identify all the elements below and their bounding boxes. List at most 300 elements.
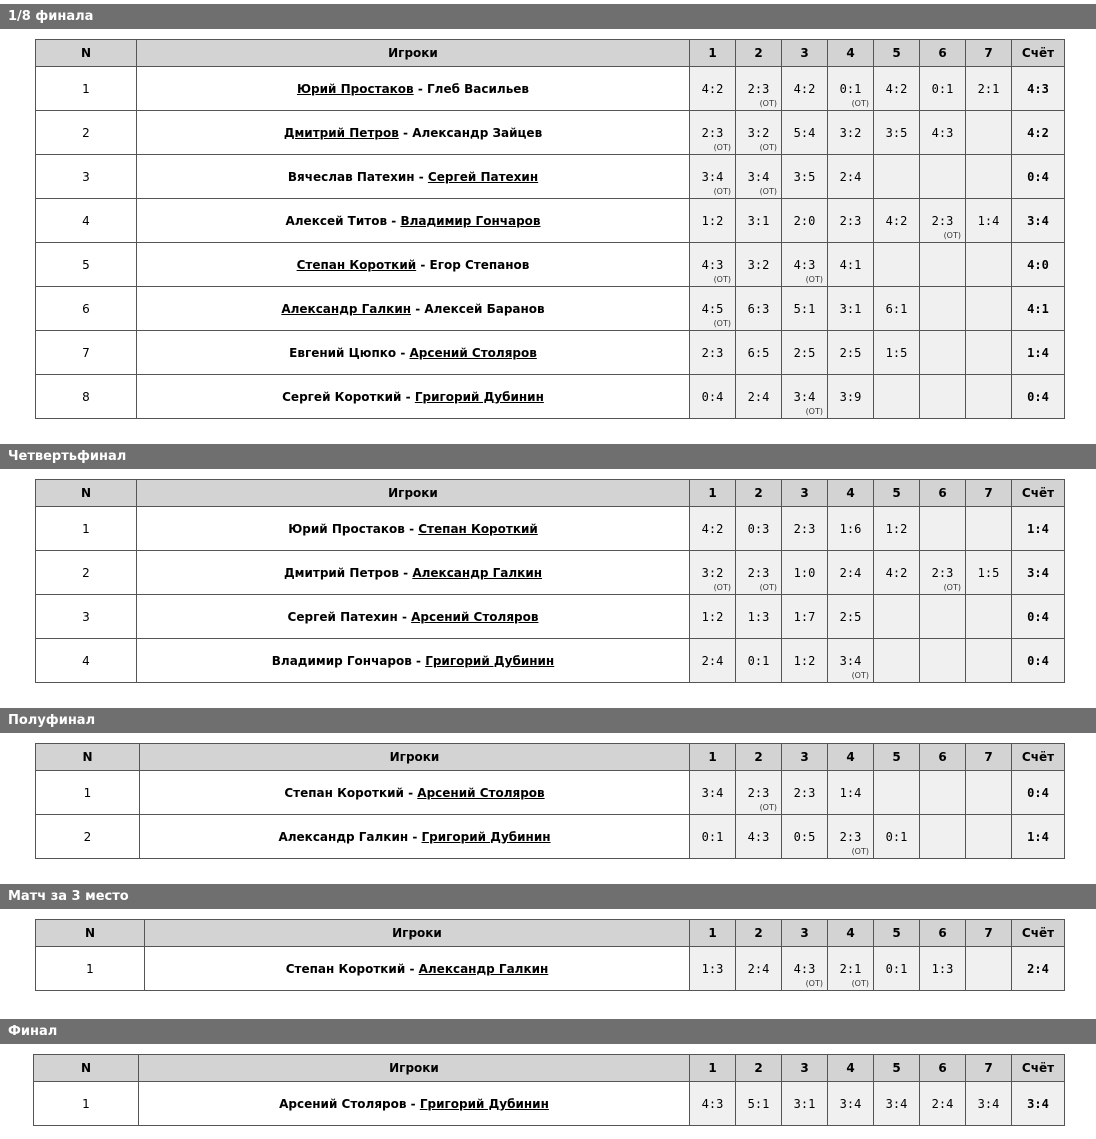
player-2-name: Александр Зайцев xyxy=(412,125,543,140)
game-score: 3:4 xyxy=(839,653,862,668)
game-score-cell xyxy=(966,111,1012,155)
game-score-cell xyxy=(736,199,782,243)
match-number: 4 xyxy=(36,199,137,243)
game-score: 3:2 xyxy=(701,565,724,580)
col-header-game-2: 2 xyxy=(736,40,782,67)
col-header-game-5: 5 xyxy=(874,920,920,947)
game-score-cell xyxy=(920,947,966,991)
col-header-game-5: 5 xyxy=(874,744,920,771)
col-header-game-7: 7 xyxy=(966,920,1012,947)
game-score: 1:3 xyxy=(931,961,954,976)
results-table xyxy=(35,39,1065,419)
game-score-cell xyxy=(874,551,920,595)
game-score-cell xyxy=(920,375,966,419)
game-score-cell xyxy=(782,155,828,199)
game-score: 5:1 xyxy=(793,301,816,316)
game-score: 0:1 xyxy=(931,81,954,96)
player-1-name: Степан Короткий xyxy=(284,785,404,800)
player-1-name: Алексей Титов xyxy=(285,213,388,228)
overtime-mark: (ОТ) xyxy=(759,583,777,592)
game-score: 1:0 xyxy=(793,565,816,580)
player-2-name[interactable]: Сергей Патехин xyxy=(427,169,539,184)
game-score: 2:5 xyxy=(839,345,862,360)
game-score-cell xyxy=(874,243,920,287)
player-1-name[interactable]: Юрий Простаков xyxy=(296,81,414,96)
player-2-name[interactable]: Григорий Дубинин xyxy=(425,653,555,668)
game-score-cell xyxy=(874,771,920,815)
game-score-cell xyxy=(966,1082,1012,1126)
table-row xyxy=(36,815,1065,859)
game-score: 4:2 xyxy=(701,521,724,536)
game-score-cell xyxy=(828,287,874,331)
match-players xyxy=(137,155,690,199)
game-score: 3:4 xyxy=(839,1096,862,1111)
game-score-cell xyxy=(828,507,874,551)
match-players xyxy=(137,287,690,331)
player-1-name[interactable]: Александр Галкин xyxy=(281,301,412,316)
col-header-score: Счёт xyxy=(1012,40,1065,67)
players-separator: - xyxy=(418,169,424,184)
match-number: 4 xyxy=(36,639,137,683)
game-score-cell xyxy=(690,287,736,331)
match-players xyxy=(137,243,690,287)
player-2-name[interactable]: Александр Галкин xyxy=(418,961,549,976)
overtime-mark: (ОТ) xyxy=(759,99,777,108)
col-header-game-6: 6 xyxy=(920,920,966,947)
game-score-cell xyxy=(782,243,828,287)
game-score-cell xyxy=(828,1082,874,1126)
game-score-cell xyxy=(828,639,874,683)
game-score-cell xyxy=(920,287,966,331)
game-score-cell xyxy=(874,331,920,375)
col-header-players: Игроки xyxy=(137,40,690,67)
game-score-cell xyxy=(736,507,782,551)
game-score-cell xyxy=(920,815,966,859)
game-score: 4:3 xyxy=(793,257,816,272)
game-score-cell xyxy=(782,551,828,595)
game-score-cell xyxy=(828,595,874,639)
col-header-game-7: 7 xyxy=(966,40,1012,67)
game-score-cell xyxy=(966,947,1012,991)
col-header-n: N xyxy=(36,744,140,771)
game-score-cell xyxy=(874,639,920,683)
overtime-mark: (ОТ) xyxy=(851,847,869,856)
game-score: 1:2 xyxy=(701,609,724,624)
game-score-cell xyxy=(736,155,782,199)
game-score-cell xyxy=(966,375,1012,419)
game-score: 2:1 xyxy=(977,81,1000,96)
col-header-game-7: 7 xyxy=(966,480,1012,507)
match-players xyxy=(137,67,690,111)
game-score: 2:4 xyxy=(747,389,770,404)
player-1-name: Сергей Короткий xyxy=(282,389,402,404)
header-row xyxy=(34,1055,1065,1082)
game-score-cell xyxy=(920,111,966,155)
overtime-mark: (ОТ) xyxy=(943,231,961,240)
game-score: 2:4 xyxy=(839,169,862,184)
section-header: Полуфинал xyxy=(0,708,1096,733)
game-score-cell xyxy=(966,67,1012,111)
game-score-cell xyxy=(966,595,1012,639)
game-score: 2:3 xyxy=(931,213,954,228)
col-header-game-3: 3 xyxy=(782,1055,828,1082)
col-header-n: N xyxy=(34,1055,139,1082)
game-score-cell xyxy=(782,375,828,419)
player-2-name: Глеб Васильев xyxy=(427,81,530,96)
game-score-cell xyxy=(782,639,828,683)
game-score-cell xyxy=(690,67,736,111)
match-players xyxy=(139,1082,690,1126)
match-players xyxy=(137,507,690,551)
col-header-game-1: 1 xyxy=(690,1055,736,1082)
game-score-cell xyxy=(874,1082,920,1126)
game-score: 4:2 xyxy=(885,565,908,580)
game-score: 3:5 xyxy=(885,125,908,140)
table-row xyxy=(36,771,1065,815)
game-score-cell xyxy=(828,551,874,595)
game-score: 1:3 xyxy=(747,609,770,624)
col-header-players: Игроки xyxy=(137,480,690,507)
game-score-cell xyxy=(690,507,736,551)
game-score-cell xyxy=(690,155,736,199)
match-players xyxy=(137,111,690,155)
match-total-score: 0:4 xyxy=(1012,155,1065,199)
match-players xyxy=(137,331,690,375)
player-2-name[interactable]: Григорий Дубинин xyxy=(414,389,544,404)
game-score: 3:4 xyxy=(701,169,724,184)
match-number: 2 xyxy=(36,551,137,595)
match-number: 5 xyxy=(36,243,137,287)
game-score: 2:3 xyxy=(931,565,954,580)
game-score-cell xyxy=(874,375,920,419)
player-2-name: Алексей Баранов xyxy=(424,301,545,316)
col-header-score: Счёт xyxy=(1012,744,1065,771)
player-1-name: Евгений Цюпко xyxy=(289,345,397,360)
col-header-game-6: 6 xyxy=(920,1055,966,1082)
game-score-cell xyxy=(690,1082,736,1126)
game-score-cell xyxy=(920,155,966,199)
game-score-cell xyxy=(920,1082,966,1126)
game-score-cell xyxy=(690,595,736,639)
game-score: 2:0 xyxy=(793,213,816,228)
game-score: 3:4 xyxy=(747,169,770,184)
header-row xyxy=(36,40,1065,67)
game-score: 1:5 xyxy=(977,565,1000,580)
game-score: 4:3 xyxy=(931,125,954,140)
game-score: 5:1 xyxy=(747,1096,770,1111)
player-2-name[interactable]: Владимир Гончаров xyxy=(400,213,541,228)
game-score: 3:1 xyxy=(793,1096,816,1111)
game-score: 3:2 xyxy=(747,125,770,140)
match-total-score: 0:4 xyxy=(1012,595,1065,639)
player-1-name: Вячеслав Патехин xyxy=(287,169,415,184)
game-score: 4:2 xyxy=(885,213,908,228)
game-score: 1:5 xyxy=(885,345,908,360)
game-score-cell xyxy=(782,111,828,155)
game-score-cell xyxy=(690,375,736,419)
game-score-cell xyxy=(690,331,736,375)
game-score-cell xyxy=(782,947,828,991)
player-1-name: Дмитрий Петров xyxy=(283,565,399,580)
players-separator: - xyxy=(416,653,421,668)
game-score: 0:1 xyxy=(839,81,862,96)
game-score-cell xyxy=(966,287,1012,331)
game-score: 2:3 xyxy=(701,345,724,360)
col-header-game-4: 4 xyxy=(828,480,874,507)
game-score: 4:2 xyxy=(885,81,908,96)
game-score: 3:4 xyxy=(885,1096,908,1111)
game-score: 3:4 xyxy=(701,785,724,800)
overtime-mark: (ОТ) xyxy=(851,671,869,680)
game-score-cell xyxy=(828,331,874,375)
game-score-cell xyxy=(736,287,782,331)
game-score: 1:4 xyxy=(977,213,1000,228)
match-total-score: 4:0 xyxy=(1012,243,1065,287)
game-score-cell xyxy=(874,947,920,991)
game-score: 1:2 xyxy=(701,213,724,228)
col-header-game-2: 2 xyxy=(736,920,782,947)
match-total-score: 3:4 xyxy=(1012,199,1065,243)
game-score-cell xyxy=(966,243,1012,287)
col-header-game-3: 3 xyxy=(782,744,828,771)
game-score-cell xyxy=(874,507,920,551)
player-2-name[interactable]: Степан Короткий xyxy=(418,521,538,536)
game-score: 6:5 xyxy=(747,345,770,360)
table-row xyxy=(36,551,1065,595)
player-2-name[interactable]: Григорий Дубинин xyxy=(419,1096,549,1111)
col-header-game-1: 1 xyxy=(690,920,736,947)
game-score-cell xyxy=(828,155,874,199)
match-players xyxy=(140,815,690,859)
match-total-score: 1:4 xyxy=(1012,331,1065,375)
game-score: 2:4 xyxy=(931,1096,954,1111)
player-1-name: Сергей Патехин xyxy=(287,609,398,624)
player-1-name: Владимир Гончаров xyxy=(271,653,412,668)
game-score-cell xyxy=(920,243,966,287)
table-row xyxy=(34,1082,1065,1126)
match-players xyxy=(137,375,690,419)
table-row xyxy=(36,67,1065,111)
player-2-name[interactable]: Александр Галкин xyxy=(412,565,543,580)
game-score: 4:2 xyxy=(793,81,816,96)
match-players xyxy=(137,199,690,243)
player-2-name[interactable]: Григорий Дубинин xyxy=(421,829,551,844)
game-score: 2:5 xyxy=(793,345,816,360)
game-score: 2:4 xyxy=(839,565,862,580)
game-score-cell xyxy=(828,947,874,991)
game-score: 2:3 xyxy=(701,125,724,140)
player-2-name[interactable]: Арсений Столяров xyxy=(417,785,545,800)
players-separator: - xyxy=(403,565,409,580)
results-table xyxy=(35,919,1065,991)
col-header-n: N xyxy=(36,480,137,507)
game-score-cell xyxy=(690,771,736,815)
game-score: 1:2 xyxy=(793,653,816,668)
game-score-cell xyxy=(782,67,828,111)
section-header: 1/8 финала xyxy=(0,4,1096,29)
col-header-game-4: 4 xyxy=(828,744,874,771)
col-header-game-5: 5 xyxy=(874,40,920,67)
players-separator: - xyxy=(405,389,411,404)
game-score-cell xyxy=(920,331,966,375)
game-score-cell xyxy=(966,771,1012,815)
overtime-mark: (ОТ) xyxy=(851,99,869,108)
table-row xyxy=(36,375,1065,419)
col-header-game-3: 3 xyxy=(782,480,828,507)
overtime-mark: (ОТ) xyxy=(713,319,731,328)
players-separator: - xyxy=(410,1096,416,1111)
game-score-cell xyxy=(690,639,736,683)
game-score: 5:4 xyxy=(793,125,816,140)
match-number: 3 xyxy=(36,155,137,199)
results-table xyxy=(33,1054,1065,1126)
game-score: 4:2 xyxy=(701,81,724,96)
col-header-game-1: 1 xyxy=(690,480,736,507)
game-score: 0:1 xyxy=(885,961,908,976)
game-score: 2:3 xyxy=(839,213,862,228)
game-score-cell xyxy=(828,771,874,815)
game-score-cell xyxy=(874,815,920,859)
game-score-cell xyxy=(966,639,1012,683)
match-number: 1 xyxy=(36,771,140,815)
player-2-name[interactable]: Арсений Столяров xyxy=(409,345,537,360)
overtime-mark: (ОТ) xyxy=(805,275,823,284)
player-1-name: Степан Короткий xyxy=(285,961,406,976)
col-header-game-2: 2 xyxy=(736,480,782,507)
game-score: 3:4 xyxy=(977,1096,1000,1111)
game-score-cell xyxy=(782,199,828,243)
header-row xyxy=(36,920,1065,947)
players-separator: - xyxy=(408,785,414,800)
col-header-game-2: 2 xyxy=(736,1055,782,1082)
game-score-cell xyxy=(736,111,782,155)
match-number: 6 xyxy=(36,287,137,331)
game-score-cell xyxy=(736,331,782,375)
table-row xyxy=(36,199,1065,243)
col-header-game-7: 7 xyxy=(966,1055,1012,1082)
game-score-cell xyxy=(874,155,920,199)
game-score-cell xyxy=(736,551,782,595)
player-1-name[interactable]: Дмитрий Петров xyxy=(283,125,399,140)
game-score-cell xyxy=(966,815,1012,859)
players-separator: - xyxy=(415,301,421,316)
game-score: 1:6 xyxy=(839,521,862,536)
game-score: 3:9 xyxy=(839,389,862,404)
players-separator: - xyxy=(409,961,415,976)
col-header-n: N xyxy=(36,920,145,947)
game-score-cell xyxy=(690,947,736,991)
game-score-cell xyxy=(736,1082,782,1126)
game-score-cell xyxy=(920,771,966,815)
player-1-name: Александр Галкин xyxy=(278,829,409,844)
players-separator: - xyxy=(412,829,418,844)
game-score: 3:2 xyxy=(839,125,862,140)
game-score-cell xyxy=(736,639,782,683)
game-score: 4:3 xyxy=(701,1096,724,1111)
game-score: 4:5 xyxy=(701,301,724,316)
players-separator: - xyxy=(401,609,407,624)
overtime-mark: (ОТ) xyxy=(759,803,777,812)
col-header-players: Игроки xyxy=(145,920,690,947)
player-2-name[interactable]: Арсений Столяров xyxy=(411,609,539,624)
match-total-score: 4:2 xyxy=(1012,111,1065,155)
overtime-mark: (ОТ) xyxy=(805,407,823,416)
match-number: 1 xyxy=(36,67,137,111)
game-score: 0:5 xyxy=(793,829,816,844)
game-score: 2:3 xyxy=(793,521,816,536)
game-score: 6:1 xyxy=(885,301,908,316)
col-header-score: Счёт xyxy=(1012,480,1065,507)
col-header-game-4: 4 xyxy=(828,1055,874,1082)
game-score: 0:1 xyxy=(747,653,770,668)
table-row xyxy=(36,243,1065,287)
col-header-game-5: 5 xyxy=(874,480,920,507)
match-total-score: 0:4 xyxy=(1012,375,1065,419)
match-number: 8 xyxy=(36,375,137,419)
col-header-score: Счёт xyxy=(1012,1055,1065,1082)
table-row xyxy=(36,507,1065,551)
player-1-name[interactable]: Степан Короткий xyxy=(296,257,417,272)
game-score: 3:1 xyxy=(839,301,862,316)
game-score-cell xyxy=(966,155,1012,199)
game-score-cell xyxy=(874,287,920,331)
match-number: 2 xyxy=(36,111,137,155)
game-score-cell xyxy=(874,111,920,155)
col-header-game-4: 4 xyxy=(828,40,874,67)
game-score: 4:3 xyxy=(793,961,816,976)
match-number: 3 xyxy=(36,595,137,639)
overtime-mark: (ОТ) xyxy=(759,187,777,196)
game-score-cell xyxy=(690,815,736,859)
results-table xyxy=(35,743,1065,859)
game-score-cell xyxy=(782,331,828,375)
game-score-cell xyxy=(736,375,782,419)
game-score-cell xyxy=(966,199,1012,243)
game-score-cell xyxy=(874,199,920,243)
match-total-score: 4:1 xyxy=(1012,287,1065,331)
players-separator: - xyxy=(420,257,426,272)
match-players xyxy=(137,639,690,683)
players-separator: - xyxy=(400,345,406,360)
table-row xyxy=(36,155,1065,199)
game-score: 3:4 xyxy=(793,389,816,404)
table-row xyxy=(36,331,1065,375)
match-total-score: 1:4 xyxy=(1012,815,1065,859)
game-score-cell xyxy=(736,243,782,287)
header-row xyxy=(36,480,1065,507)
game-score-cell xyxy=(782,507,828,551)
col-header-game-1: 1 xyxy=(690,40,736,67)
game-score-cell xyxy=(920,199,966,243)
game-score-cell xyxy=(782,287,828,331)
game-score: 0:1 xyxy=(701,829,724,844)
game-score-cell xyxy=(966,551,1012,595)
section-header: Матч за 3 место xyxy=(0,884,1096,909)
game-score-cell xyxy=(920,595,966,639)
game-score-cell xyxy=(782,1082,828,1126)
game-score-cell xyxy=(736,67,782,111)
col-header-game-2: 2 xyxy=(736,744,782,771)
game-score: 1:4 xyxy=(839,785,862,800)
players-separator: - xyxy=(403,125,408,140)
col-header-n: N xyxy=(36,40,137,67)
match-total-score: 3:4 xyxy=(1012,551,1065,595)
game-score: 2:3 xyxy=(747,565,770,580)
game-score-cell xyxy=(828,199,874,243)
game-score-cell xyxy=(874,67,920,111)
match-total-score: 0:4 xyxy=(1012,639,1065,683)
game-score: 4:3 xyxy=(701,257,724,272)
